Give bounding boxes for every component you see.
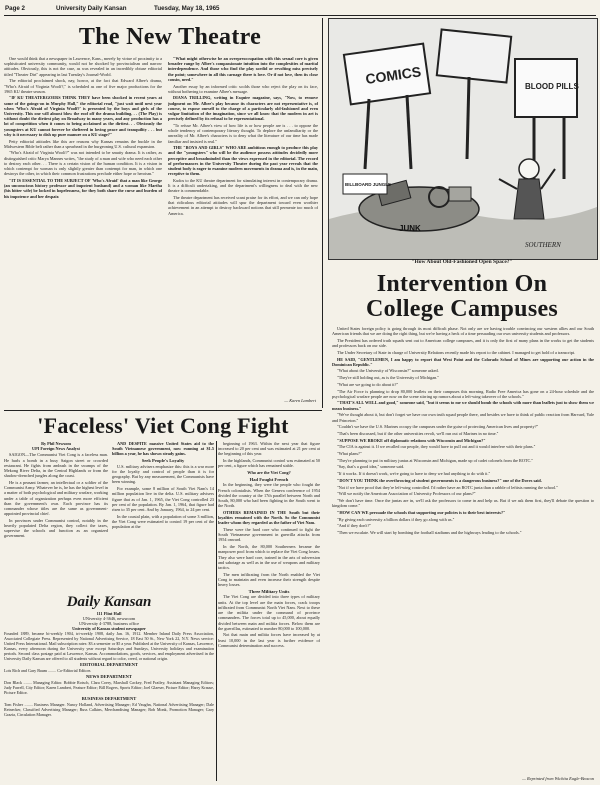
vietcong-title: 'Faceless' Viet Cong Fight (37, 413, 289, 438)
vietcong-paragraph: OTHERS REMAINED IN THE South but their loyalties remained with the North. So the Communist leader whom they regarded as the father of Viet Nam. (218, 509, 320, 526)
theatre-paragraph: DIANA TRILLING, writing in Esquire magazine, says, "Now, to remove judgment on Mr. Albee's play because its characters are not representative is, of course, to expose oneself to the charge of a particularly old-fashioned and even vulgar limitation of the imagination, since we all know that the modern in art is precisely defined by its refusal to be representational. (168, 95, 318, 122)
intervention-paragraph: "They're planning to put in military juntas at Wisconsin and Michigan, made up of cadet colonels from the ROTC." (337, 457, 534, 463)
theatre-paragraph: "To refuse Mr. Albee's view of how life is or how people are is . . . to oppose the whole tendency of contemporary literary thought. To deplore the unfamiliarity or the unreality of Mr. Albee's characters is to deny what the literature of our time has made familiar and insisted is real." (168, 122, 318, 144)
vietcong-question: Who are the Viet Cong? (247, 470, 291, 476)
theatre-paragraph: "Who's Afraid of Virginia Woolf?" was not intended to be smutty drama. It is rather, as distinguished critic Marya Mannes writes, "the study of a man and wife who need each other to destroy each other. . . There is a certain vision of the human condition. It is a vision in which contempt for woman is only slightly greater than contempt for man, in which one destroys the other, in which their common frustrations preclude either hope or heroism." (4, 150, 162, 177)
masthead-editorial-heading: EDITORIAL DEPARTMENT (79, 662, 139, 667)
theatre-paragraph: The theatre department has received scant praise for its effort, and we can only hope that ridiculous editorial attitudes will spur the department toward even worthier achievement in an attempt to destroy backward notions that still permeate too much of America. (168, 195, 318, 216)
cartoon-label-junk: JUNK (399, 224, 421, 233)
intervention-paragraph: "Couldn't we have the U.S. Marines occupy the campuses under the guise of protecting American lives and property?" (337, 424, 539, 430)
vietcong-paragraph: The Viet Cong are divided into three types of military units. At the top level are the main forces, crack troops infiltrated from Communist North Viet Nam. Next to these are the militia under the command of province commanders. The forces total up to 45,000, about equally divided between main and militia forces. Below them are the guerrillas, estimated to number 80,000 to 100,000. (218, 594, 320, 631)
intervention-title-line-2: College Campuses (365, 296, 559, 322)
theatre-column-2 (168, 56, 318, 404)
page-header (4, 3, 596, 16)
intervention-paragraph: "Say, that's a good idea," someone said. (337, 464, 405, 470)
intervention-paragraph: "SUPPOSE WE BROKE off diplomatic relations with Wisconsin and Michigan?" (337, 437, 486, 443)
cartoon-caption: "How About Old-Fashioned Open Space?" (411, 259, 513, 265)
paper-name: University Daily Kansan (56, 5, 127, 12)
vietcong-paragraph: He is a peasant farmer, an intellectual or a soldier of the Communist Army. Whatever he is, he has the highest level in a matter of both psychological and military warfare, working under a table of organization perhaps even more efficient than the government's own. Each province has its commander whose titles are the same as government-appointed provincial chief. (4, 479, 108, 517)
intervention-paragraph: "That's been discussed, but if the other universities revolt, we'll run out of Marines in no time." (337, 430, 499, 436)
vietcong-column-2 (112, 441, 214, 591)
cartoon-illustration (329, 19, 597, 259)
section-rule (4, 410, 322, 411)
column-divider (216, 441, 217, 781)
cartoon-signature: SOUTHERN (525, 241, 561, 249)
masthead-name: Daily Kansan (66, 594, 152, 610)
theatre-paragraph: "What might otherwise be an overpreoccupation with this sexual core is given broader range by Albee's compassionate intuition into the complexities of marital interdependence. And those who find the play sordid or revolting miss precisely the point; somewhere in all this carnage there is love. Or if not love, then its close cousin, need." (168, 56, 318, 82)
intervention-paragraph: "We don't have time. Once the juntas are in, we'll ask the professors to come in and help us. But if we ask them first, they'll debate the question to kingdom come." (332, 497, 594, 509)
vietcong-paragraph: These were the hard core who continued to fight the South Vietnamese government in guerrilla attacks from 1954 onward. (218, 527, 320, 543)
page-number: Page 2 (5, 5, 25, 12)
intervention-paragraph: "And if they don't?" (337, 523, 372, 529)
intervention-paragraph: "What about the University of Wisconsin?" someone asked. (337, 368, 439, 374)
intervention-credit: — Reprinted from Wichita Eagle-Beacon (521, 776, 594, 781)
masthead-news-heading: NEWS DEPARTMENT (86, 674, 132, 679)
vietcong-paragraph: U.S. military advisers emphasize this: this is a war more for the loyalty and control of people than it is for geography. But by any measurement, the Communists have been winning. (112, 463, 214, 485)
theatre-paragraph: "IF KU THEATERGOERS THINK THEY have been shocked in recent years at some of the goings-on in Murphy Hall," the editorial read, "just wait until next year when 'Who's Afraid of Virginia Woolf?' is presented by the boys and girls of the University. This one will almost blow the roof off the drama building. . . (The Play) is without doubt the dirtiest play on Broadway in many years, and any production has a lot of competition when it comes to being acclaimed as the dirtiest. . . Obviously the youngsters at KU cannot forever be sheltered in loving peace and tranquility . . . but why is it necessary to dish up pure manure on a KU stage?" (4, 95, 162, 137)
vietcong-byline-title: UPI Foreign News Analyst (32, 446, 80, 452)
theatre-paragraph: THE "BOYS AND GIRLS" WHO ARE ambitious enough to produce this play and the "youngsters" who will be the audience possess attitudes decidedly more perceptive and broadminded than the views expressed in the editorial. The record of performances in the University Theatre during the past year reveals that the student body is eager to examine modern movements in drama and is, in the main, receptive to them. (168, 145, 318, 177)
masthead-phone-business: UNiversity 4-3788, business office (78, 621, 140, 626)
intervention-paragraph: "What plans?" (337, 451, 362, 457)
intervention-paragraph: United States foreign policy is going through its most difficult phase. Not only are we having trouble convincing our western allies and our South American friends that we are doing the right thing, but we're having a heck of a time persuading our own university students and professors. (332, 326, 594, 337)
intervention-paragraph: "The Air Force is planning to drop 80,000 leaflets on their campuses this morning. Radio Free America has gone on a 24-hour schedule and the psychological warfare people are now on the scene stirring up rumors about a left-wing takeover of the schools." (332, 388, 594, 399)
theatre-paragraph: Kudos to the KU theatre department for stimulating interest in contemporary drama. It is a difficult undertaking, and the department's willingness to deal with the new theatre is commendable. (168, 177, 318, 194)
intervention-paragraph: "Then we escalate. We will start by bombing the football stadiums and the highways leading to the schools." (337, 530, 522, 535)
masthead-editors: Lois Rich and Gary Baum ........ Co-Editorial Editors (4, 668, 91, 673)
intervention-paragraph: The President has ordered truth squads sent out to American college campuses, and it is only the first of many plans in the works to get the students and professors back on our side. (332, 337, 594, 349)
vietcong-paragraph: In the coastal plain, with a population of some 3 million, the Viet Cong were estimated to control 19 per cent of the population at the (112, 513, 214, 530)
theatre-paragraph: Petty editorial attitudes like this are reasons why Kansas remains the buckle in the Midwestern Bible belt rather than a spearhead in the burgeoning U.S. cultural expansion. (4, 138, 162, 149)
vietcong-column-3 (218, 441, 320, 779)
intervention-paragraph: "By giving each university a billion dollars if they go along with us." (337, 516, 455, 522)
intervention-paragraph: "The CIA is against it. If we recalled our people, they would have to pull out and it would interfere with their plans." (337, 444, 536, 450)
vietcong-subhead: Three Military Units (248, 588, 290, 594)
intervention-column (332, 326, 594, 776)
editorial-cartoon (328, 18, 598, 260)
masthead (4, 594, 214, 782)
cartoon-label-billboard: BILLBOARD JUNGLE (345, 182, 391, 187)
vietcong-paragraph: AND DESPITE massive United States aid to the South Vietnamese government, now running at $1.5 billion a year, he has shown steady gains. (112, 441, 214, 457)
vietcong-paragraph: In the highlands, Communist control was estimated at 50 per cent, a figure which has remained stable. (218, 458, 320, 469)
masthead-business-heading: BUSINESS DEPARTMENT (81, 696, 137, 701)
intervention-paragraph: HE SAID, "GENTLEMEN, I am happy to report that West Point and the Colorado School of Mines are supporting our action in the Dominican Republic." (332, 356, 594, 367)
theatre-column-1 (4, 56, 162, 394)
intervention-paragraph: "They're still holding out, as is the University of Michigan." (337, 375, 440, 381)
cartoon-label-comics: COMICS (364, 63, 423, 87)
column-divider (322, 18, 323, 408)
intervention-paragraph: "THAT'S ALL WELL and good," someone said, "but it seems to me we should bomb the schools with more than leaflets just to show them we mean business." (332, 400, 594, 411)
theatre-paragraph: The editorial proclaimed shock, nay, horror, at the fact that Edward Albee's drama, "Who's Afraid of Virginia Woolf?," is scheduled as one of five major productions for the 1965 KU theatre season. (4, 78, 162, 94)
vietcong-paragraph: In provinces under Communist control, notably in the heavily populated Delta region, they collect the taxes, supervise the schools and function as an organized government. (4, 517, 108, 539)
intervention-paragraph: "Not if we have proof that they're left-wing controlled. I'd rather have an ROTC junta than a rabble of leftists running the school." (337, 484, 558, 490)
masthead-tagline: University of Kansas student newspaper (72, 626, 146, 631)
intervention-paragraph: "We've thought about it, but don't forget we have our own truth squad people there, and besides we have to think of public reaction from Harvard, Yale and Princeton." (332, 412, 594, 423)
vietcong-column-1 (4, 441, 108, 591)
intervention-paragraph: "Will we notify the American Association of University Professors of our plans?" (337, 491, 476, 497)
vietcong-byline-name: By Phil Newsom (41, 441, 71, 446)
theatre-paragraph: Another essay by an informed critic scolds those who reject the play on its face, without bothering to examine Albee's message. (168, 83, 318, 94)
intervention-paragraph: "If it works. If it doesn't work, we're going to have to deny we had anything to do with it." (337, 471, 491, 477)
vietcong-paragraph: Not that main and militia forces have increased by at least 10,000 in the last year is further evidence of Communist determination and success. (218, 632, 320, 648)
vietcong-paragraph: beginning of 1963. Within the next year that figure increased to 20 per cent and was estimated at 21 per cent at the beginning of this year. (218, 441, 320, 457)
cartoon-label-ads: BLOOD PILLS (525, 82, 579, 91)
theatre-signature: — Karen Lambert (284, 398, 316, 403)
vietcong-subhead: Had Fought French (249, 476, 289, 482)
intervention-paragraph: "HOW CAN WE persuade the schools that supporting our policies is to their best interests?" (337, 509, 506, 515)
intervention-title-line-1: Intervention On (376, 271, 548, 297)
masthead-phone-newsroom: UNiversity 4-3646, newsroom (82, 616, 136, 621)
masthead-info: Founded 1889, became bi-weekly 1904, tri-weekly 1908, daily Jan. 16, 1912. Member Inland Daily Press Association, Associated Collegiate Press. Represented by National Advertising Service, 18 East 50 St., New York 22, N.Y. News service: United Press International. Mail subscription rates: $3 a semester or $5 a year. Published at the University of Kansas, Lawrence, Kansas, every afternoon during the University year except Saturdays and Sundays, University holidays and examination periods. Second class postage paid at Lawrence, Kansas. Accommodations, goods, services, and employment advertised in the University Daily Kansan are offered to all students without regard to color, creed, or national origin. (4, 631, 214, 661)
theatre-title: The New Theatre (78, 24, 262, 50)
intervention-paragraph: "What are we going to do about it?" (337, 381, 399, 387)
vietcong-paragraph: For example, some 8 million of South Viet Nam's 14 million population live in the delta. U.S. military advisers figure that as of Jan. 1, 1965, the Viet Cong controlled 23 per cent of the population. By Jan. 1, 1964, that figure had risen to 35 per cent. And by January, 1964, to 24 per cent. (112, 486, 214, 512)
vietcong-paragraph: The men infiltrating from the North enabled the Viet Cong to maintain and even increase their strength despite heavy losses. (218, 571, 320, 588)
masthead-address: 111 Flint Hall (96, 611, 122, 616)
issue-date: Tuesday, May 18, 1965 (154, 5, 220, 12)
intervention-paragraph: "DON'T YOU THINK the overthrowing of student governments is a dangerous business?" one of the Doves said. (337, 477, 542, 483)
masthead-news-staff: Don Black ........ Managing Editor. Bobbie Rotsch, Clara Coery, Marshall Cackey, Fred Frailey, Assistant Managing Editors; Judy Farrell, City Editor; Karen Lambert, Feature Editor; Bill Rogers, Sports Editor; Joel Glaeser, Picture Editor; Harry Krause, Picture Editor. (4, 680, 214, 695)
vietcong-paragraph: In the North, the 80,000 Southerners became the manpower pool from which to replace the Viet Cong losses. They also were hard core, trained in the arts of subversion and sabotage as well as in the use of weapons and military tactics. (218, 544, 320, 570)
vietcong-subhead: Seek People's Loyalty (141, 458, 185, 464)
intervention-paragraph: The Under Secretary of State in charge of University Relations recently made his report to the cabinet. I managed to get hold of a transcript. (337, 349, 576, 355)
theatre-paragraph: "IT IS ESSENTIAL TO THE SUBJECT OF 'Who's Afraid' that a man like George (an unconscious history professor and impotent husband) and a woman like Martha (his bitter wife) be locked in hopelessness, for they both share the curse and burden of his impotence and her despair. (4, 177, 162, 199)
masthead-business-staff: Tom Fisher ........ Business Manager. Nancy Holland, Advertising Manager; Ed Vaughn, National Advertising Manager; Dale Reinecker, Classified Advertising Manager; Russ Calkins, Merchandising Manager; Bob Monk, Promotion Manager; Gary Grazia, Circulation Manager. (4, 702, 214, 717)
vietcong-paragraph: In the beginning, they were the people who fought the French colonialists. When the Geneva conference of 1954 divided the country at the 17th parallel between North and South, 80,000 who had been fighting in the South went to the North. (218, 482, 320, 509)
theatre-paragraph: One would think that a newspaper in Lawrence, Kans., merely by virtue of proximity to a sophisticated university community, would not be shocked by provincialism and narrow attitudes. Obviously, this is not the case, as was revealed in an incredibly obtuse editorial titled "Theater Dirt" appearing in last Tuesday's Journal-World. (4, 56, 162, 77)
vietcong-paragraph: SAIGON—The Communist Viet Cong is a faceless man. He hurls a bomb in a busy Saigon street or crowded restaurant. He fights from ambush in the swamps of the Mekong River Delta, in the Central Highlands or from the shadow-drenched jungles along the coast. (4, 452, 108, 479)
